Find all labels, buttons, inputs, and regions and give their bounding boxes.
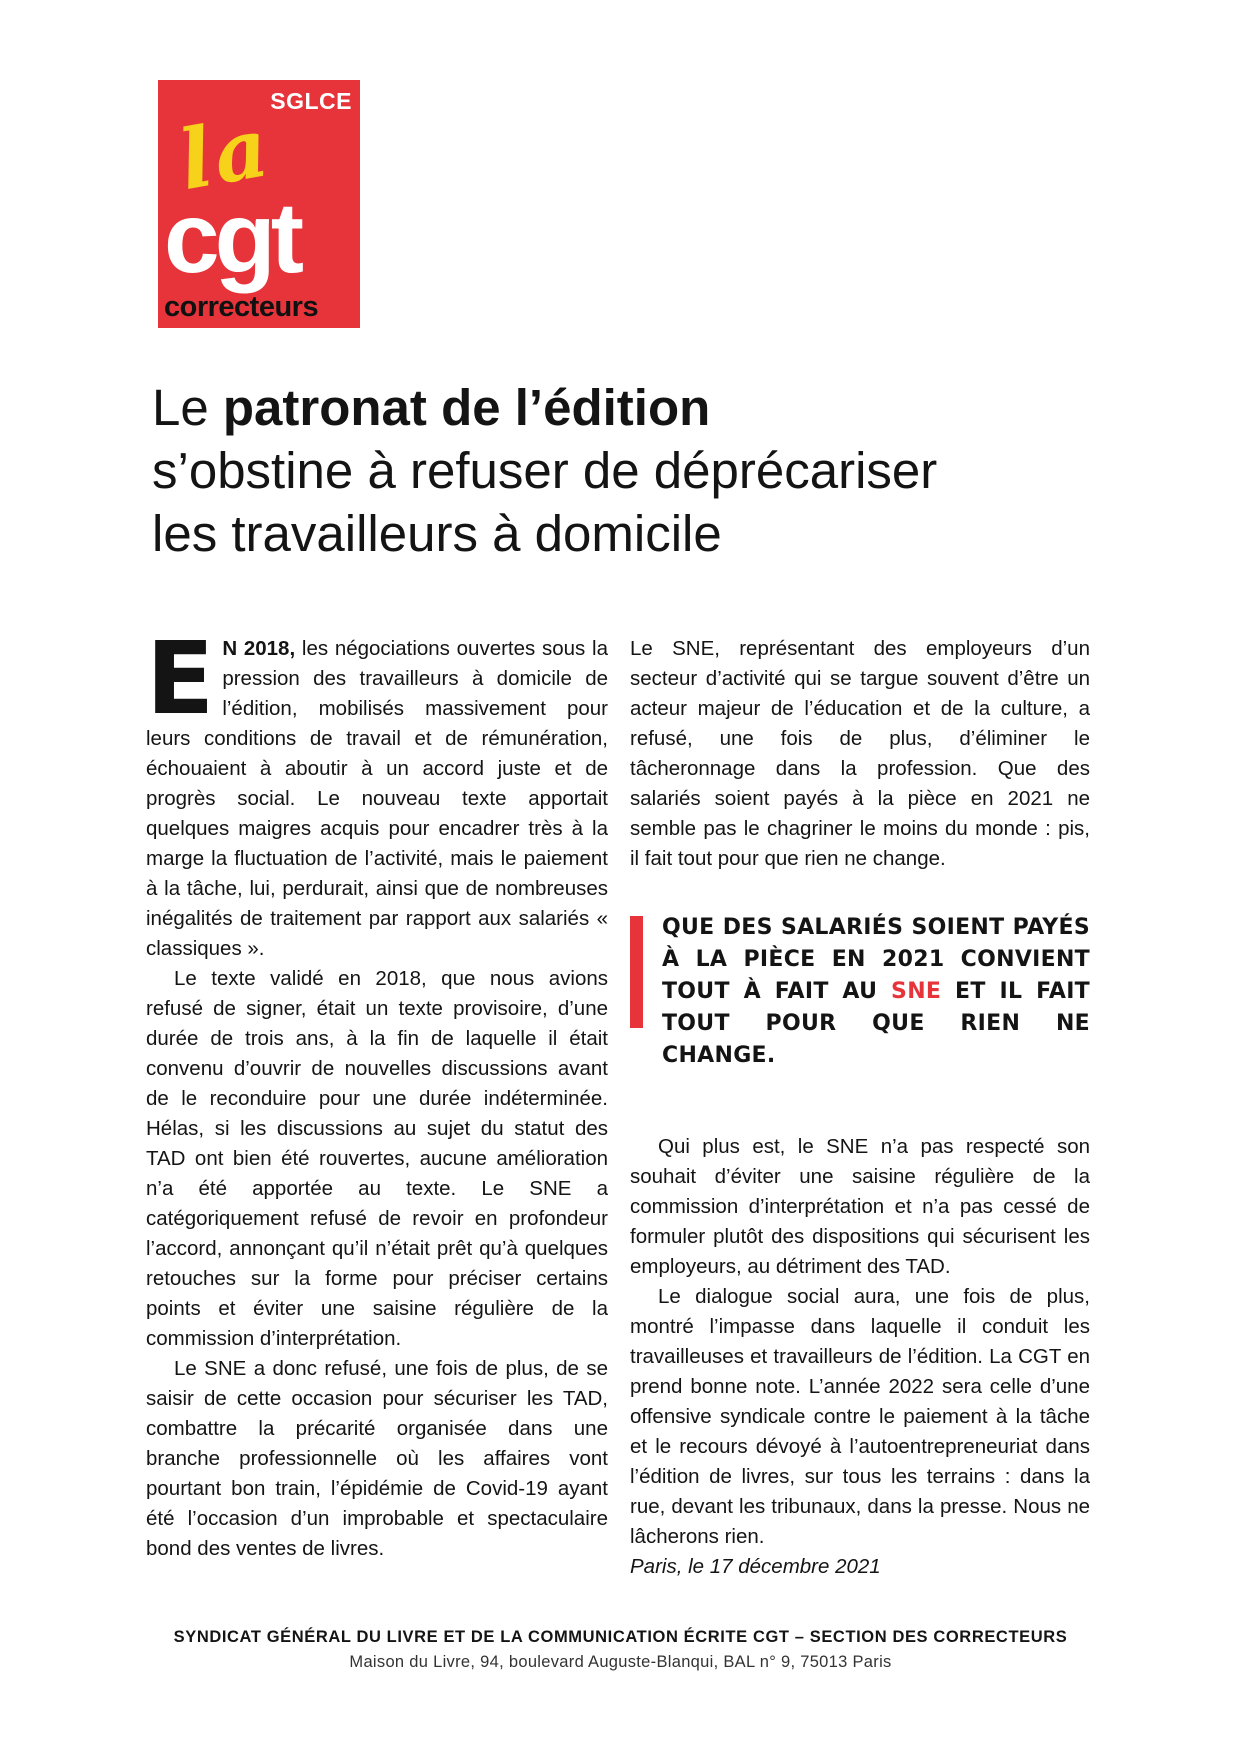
title-line-2: s’obstine à refuser de déprécariser	[152, 442, 938, 499]
logo-correcteurs-text: correcteurs	[164, 291, 319, 323]
left-paragraph-3: Le SNE a donc refusé, une fois de plus, de se saisir de cette occasion pour sécuriser les TAD, combattre la précarité organisée dans une branche professionnelle où les affaires vont pourtant bon train, l’épidémie de Covid-19 ayant été l’occasion d’un improbable et spectaculaire bond des ventes de livres.	[146, 1357, 608, 1560]
right-paragraph-2: Qui plus est, le SNE n’a pas respecté son souhait d’éviter une saisine régulière de la commission d’interprétation et n’a pas cessé de formuler plutôt des dispositions qui sécurisent les employeurs, au détriment des TAD.	[630, 1135, 1090, 1278]
footer-organization: SYNDICAT GÉNÉRAL DU LIVRE ET DE LA COMMUNICATION ÉCRITE CGT – SECTION DES CORRECTEURS	[173, 1628, 1068, 1646]
pull-quote	[630, 912, 1090, 1072]
title-line-3: les travailleurs à domicile	[152, 505, 722, 562]
right-paragraph-3: Le dialogue social aura, une fois de plus, montré l’impasse dans laquelle il conduit les travailleuses et travailleurs de l’édition. La CGT en prend bonne note. L’année 2022 sera celle d’une offensive syndicale contre le paiement à la tâche et le recours dévoyé à l’autoentrepreneuriat dans l’édition de livres, sur tous les terrains : dans la rue, devant les tribunaux, dans la presse. Nous ne lâcherons rien.	[630, 1285, 1090, 1548]
title-pre: Le	[152, 379, 223, 436]
cgt-logo	[158, 80, 360, 328]
left-column	[146, 620, 608, 1564]
lead-in-bold: N 2018,	[222, 637, 296, 660]
drop-cap: E	[146, 620, 215, 737]
pull-quote-text-2: ET IL FAIT TOUT POUR QUE RIEN NE CHANGE.	[662, 979, 1090, 1068]
title-bold: patronat de l’édition	[222, 379, 711, 436]
right-column	[630, 634, 1090, 1582]
logo-la-text: la	[172, 98, 278, 210]
pull-quote-highlight: SNE	[891, 979, 942, 1004]
title-line-1	[152, 376, 1112, 439]
date-line: Paris, le 17 décembre 2021	[630, 1555, 881, 1578]
left-paragraph-2: Le texte validé en 2018, que nous avions refusé de signer, était un texte provisoire, d’une durée de trois ans, à la fin de laquelle il était convenu d’ouvrir de nouvelles discussions avant de le reconduire pour une durée indéterminée. Hélas, si les discussions au sujet du statut des TAD ont bien été rouvertes, aucune amélioration n’a été apportée au texte. Le SNE a catégoriquement refusé de revoir en profondeur l’accord, annonçant qu’il n’était prêt qu’à quelques retouches sur la forme pour préciser certains points et éviter une saisine régulière de la commission d’interprétation.	[146, 967, 608, 1350]
footer	[0, 1628, 1241, 1672]
pull-quote-bar	[630, 916, 643, 1028]
logo-sglce-text: SGLCE	[270, 88, 352, 114]
left-paragraph-1	[146, 620, 608, 964]
right-paragraph-1: Le SNE, représentant des employeurs d’un secteur d’activité qui se targue souvent d’être un acteur majeur de l’éducation et de la culture, a refusé, une fois de plus, d’éliminer le tâcheronnage dans la profession. Que des salariés soient payés à la pièce en 2021 ne semble pas le chagriner le moins du monde : pis, il fait tout pour que rien ne change.	[630, 637, 1090, 870]
page-title	[152, 376, 1112, 565]
pull-quote-text-1: QUE DES SALARIÉS SOIENT PAYÉS À LA PIÈCE EN 2021 CONVIENT TOUT À FAIT AU	[662, 915, 1090, 1004]
footer-address: Maison du Livre, 94, boulevard Auguste-Blanqui, BAL n° 9, 75013 Paris	[349, 1653, 892, 1671]
logo-cgt-text: cgt	[164, 182, 299, 294]
left-paragraph-1-text: les négociations ouvertes sous la pression des travailleurs à domicile de l’édition, mobilisés massivement pour leurs conditions de travail et de rémunération, échouaient à aboutir à un accord juste et de progrès social. Le nouveau texte apportait quelques maigres acquis pour encadrer très à la marge la fluctuation de l’activité, mais le paiement à la tâche, lui, perdurait, ainsi que de nombreuses inégalités de traitement par rapport aux salariés « classiques ».	[146, 637, 608, 960]
